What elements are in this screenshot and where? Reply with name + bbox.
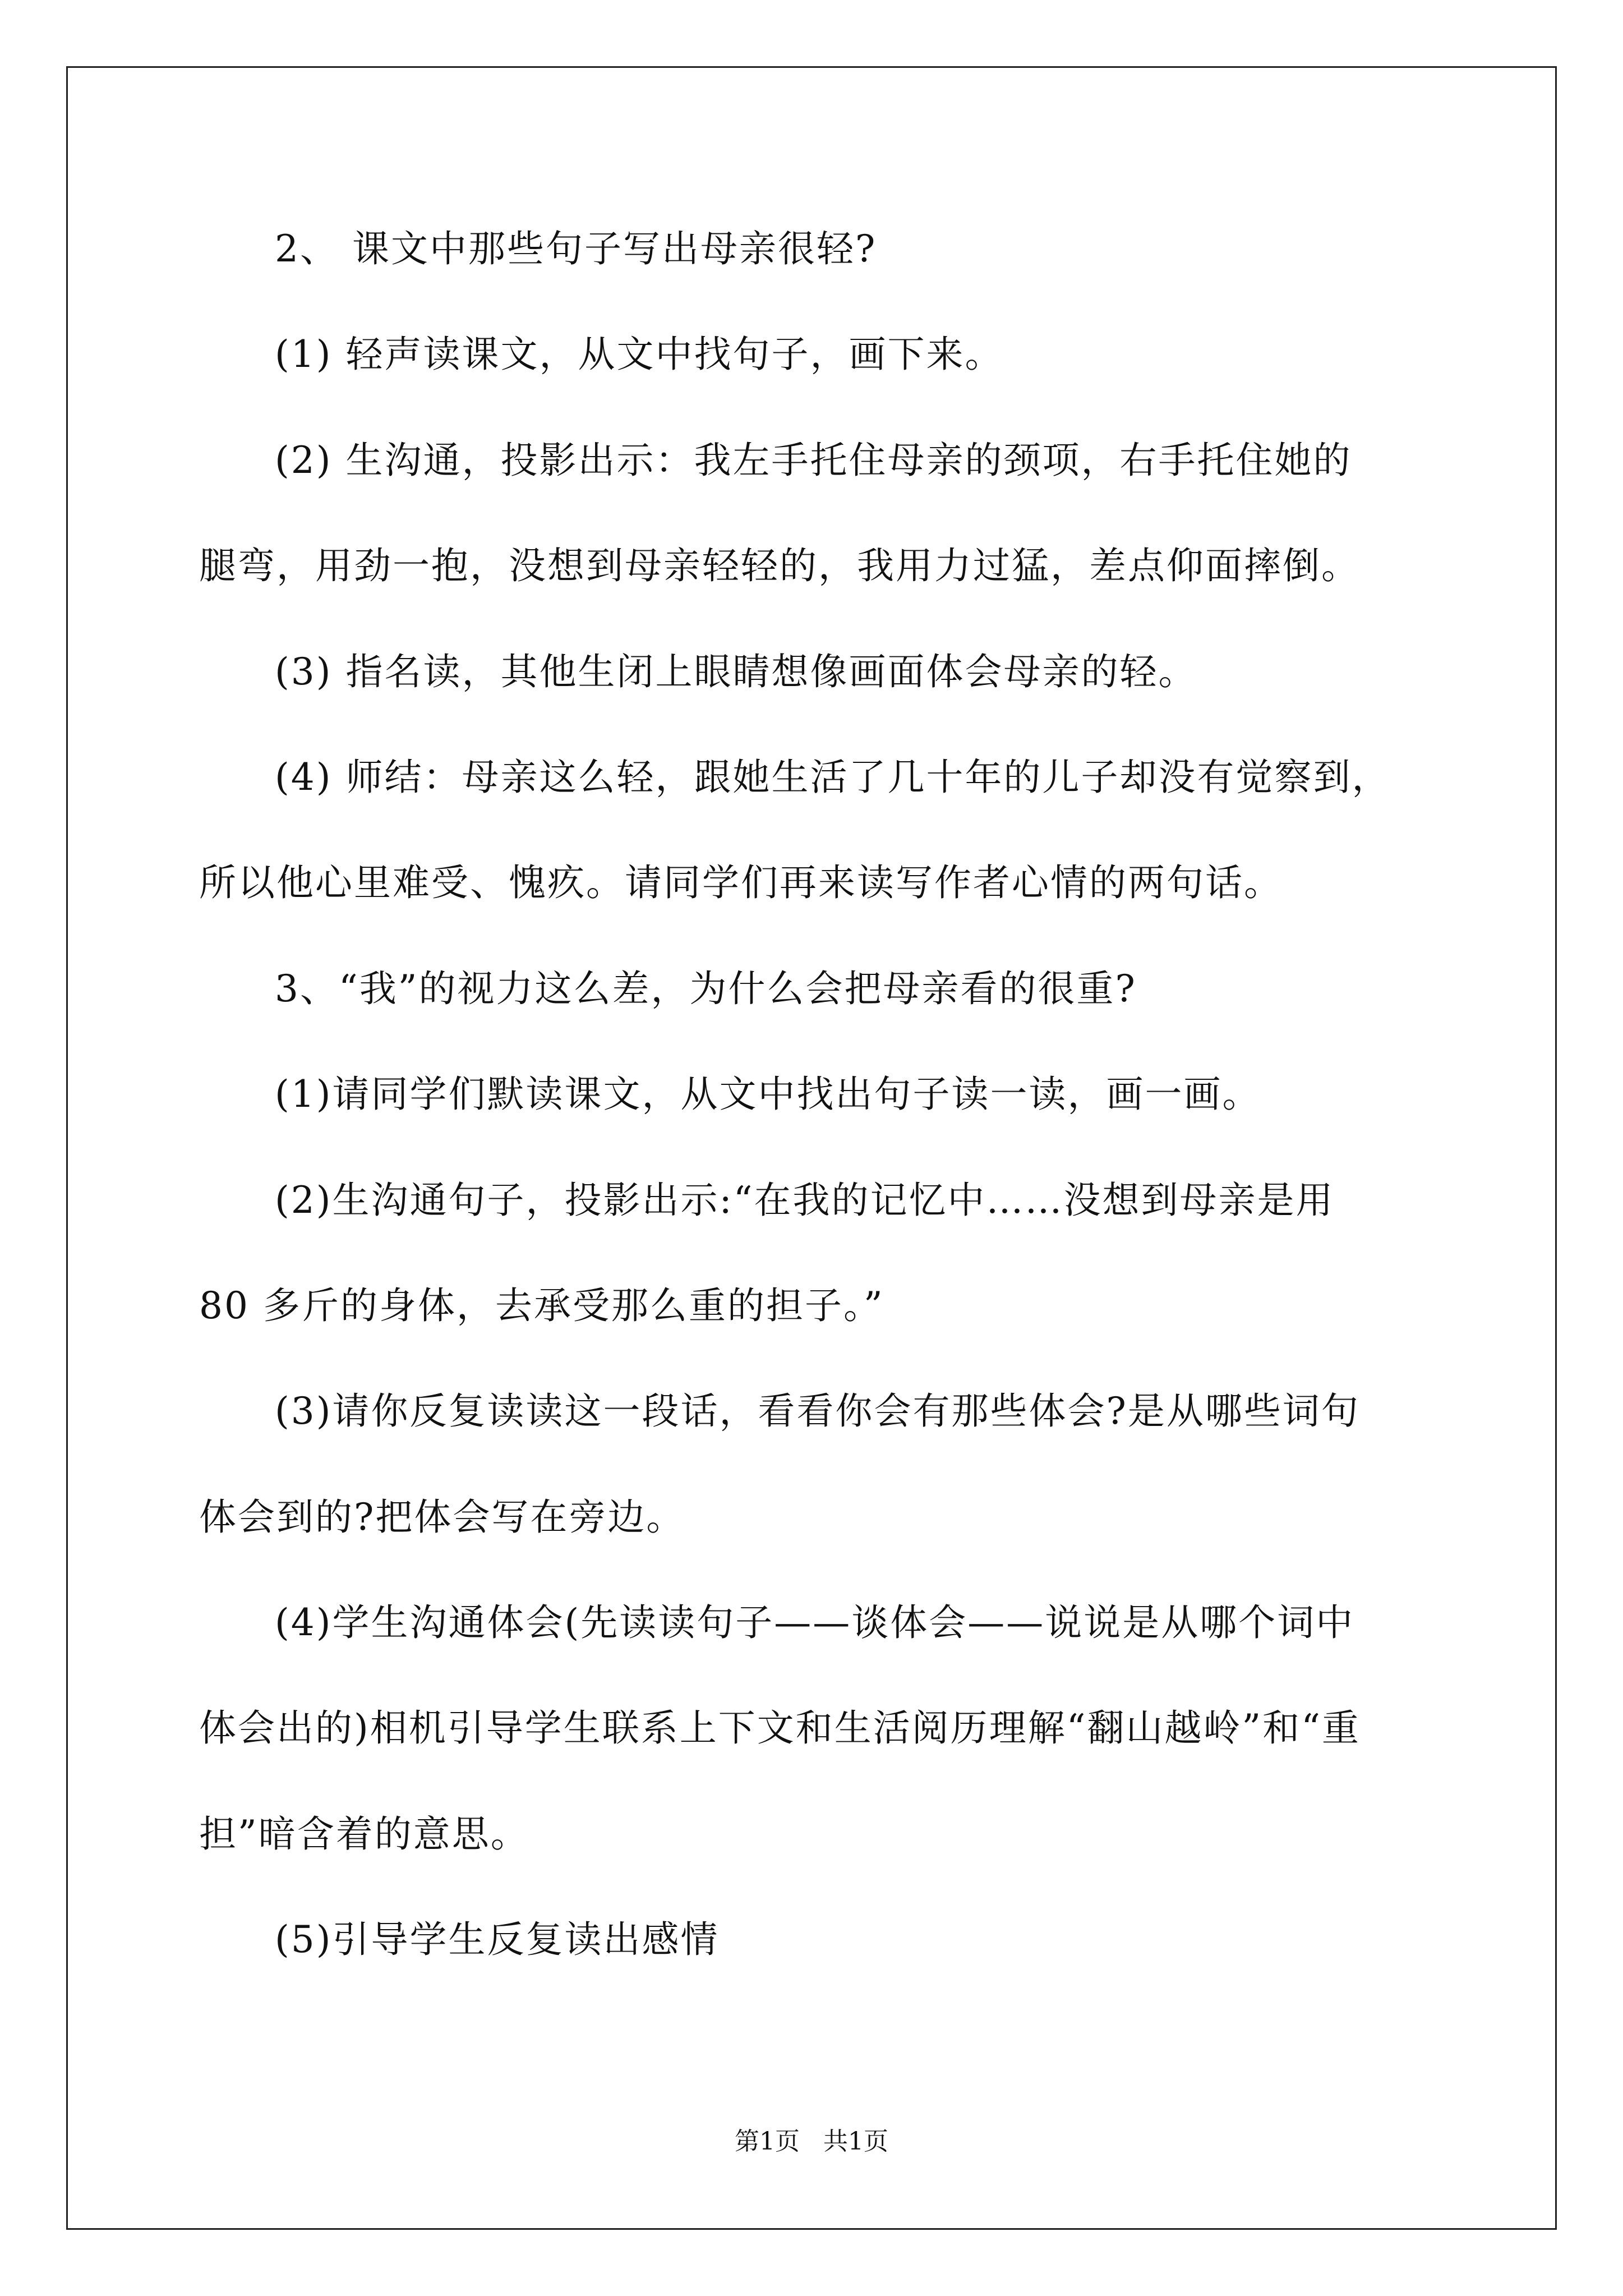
paragraph-line: (2) 生沟通，投影出示：我左手托住母亲的颈项，右手托住她的 xyxy=(275,439,1352,482)
paragraph-line: (1)请同学们默读课文，从文中找出句子读一读，画一画。 xyxy=(275,1073,1261,1116)
paragraph-line: 腿弯，用劲一抱，没想到母亲轻轻的，我用力过猛，差点仰面摔倒。 xyxy=(199,544,1360,587)
heading-2: 2、 课文中那些句子写出母亲很轻? xyxy=(275,227,877,270)
paragraph-line: 体会出的)相机引导学生联系上下文和生活阅历理解“翻山越岭”和“重 xyxy=(199,1706,1361,1750)
paragraph-line: 所以他心里难受、愧疚。请同学们再来读写作者心情的两句话。 xyxy=(199,861,1283,904)
page-footer: 第1页 共1页 xyxy=(735,2127,888,2156)
paragraph-line: (3) 指名读，其他生闭上眼睛想像画面体会母亲的轻。 xyxy=(275,650,1197,693)
paragraph-line: 体会到的?把体会写在旁边。 xyxy=(199,1496,685,1539)
heading-3: 3、“我”的视力这么差，为什么会把母亲看的很重? xyxy=(275,967,1137,1010)
paragraph-line: (4)学生沟通体会(先读读句子——谈体会——说说是从哪个词中 xyxy=(275,1601,1355,1644)
paragraph-line: 80 多斤的身体，去承受那么重的担子。” xyxy=(199,1284,884,1327)
paragraph-line: 担”暗含着的意思。 xyxy=(199,1812,529,1856)
paragraph-line: (4) 师结：母亲这么轻，跟她生活了几十年的儿子却没有觉察到， xyxy=(275,756,1391,799)
paragraph-line: (2)生沟通句子，投影出示:“在我的记忆中……没想到母亲是用 xyxy=(275,1179,1335,1222)
paragraph-line: (1) 轻声读课文，从文中找句子，画下来。 xyxy=(275,333,1004,376)
page-border xyxy=(66,66,1557,2230)
paragraph-line: (5)引导学生反复读出感情 xyxy=(275,1918,720,1961)
paragraph-line: (3)请你反复读读这一段话，看看你会有那些体会?是从哪些词句 xyxy=(275,1389,1360,1433)
